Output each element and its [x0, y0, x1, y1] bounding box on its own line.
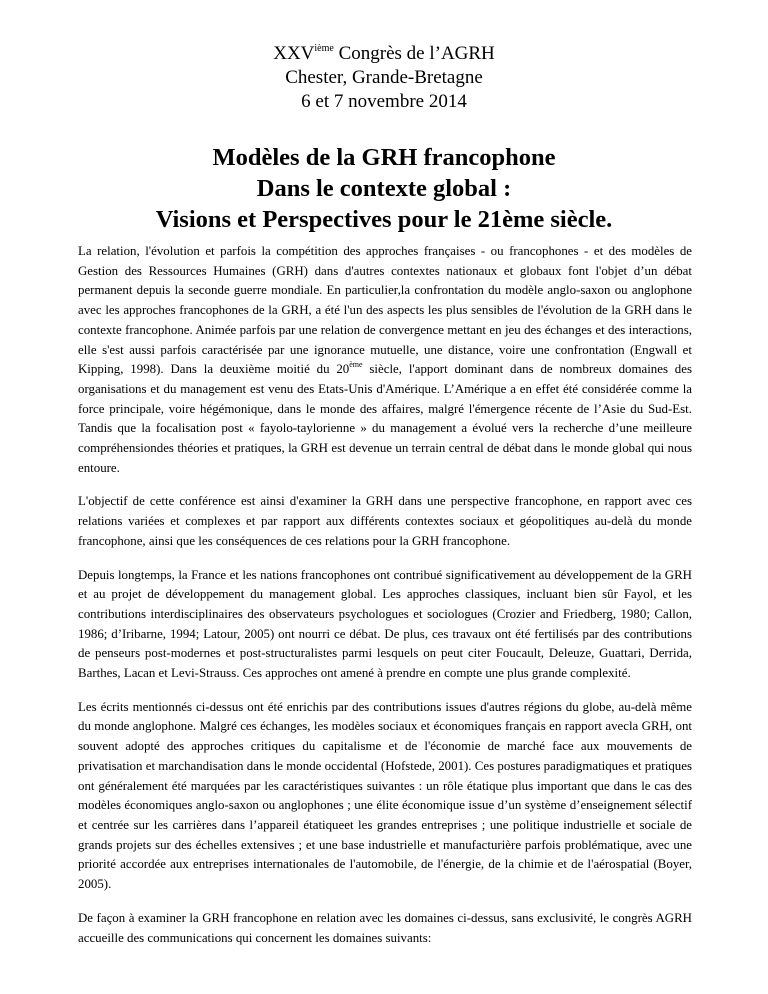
congress-number: XXV [273, 43, 315, 64]
paragraph-1-part-a: La relation, l'évolution et parfois la compétition des approches françaises - ou francophones - et des modèles de Gestion des Ressources Humaines (GRH) dans d'autres contextes nationaux et globaux font l'objet d’un débat permanent depuis la seconde guerre mondiale. En particulier,la confrontation du modèle anglo-saxon ou anglophone avec les approches francophones de la GRH, a été l'un des aspects les plus sensibles de l'évolution de la GRH dans le contexte francophone. Animée parfois par une relation de convergence mettant en jeu des échanges et des interactions, elle s'est aussi parfois caractérisée par une ignorance mutuelle, une distance, voire une confrontation (Engwall et Kipping, 1998). Dans la deuxième moitié du 20 [78, 244, 692, 377]
congress-header [0, 42, 768, 114]
congress-title: Congrès de l’AGRH [333, 43, 495, 64]
paragraph-1-part-b: siècle, l'apport dominant dans de nombreux domaines des organisations et du management est venu des Etats-Unis d'Amérique. L’Amérique a en effet été considérée comme la force principale, voire hégémonique, dans le monde des affaires, malgré l'émergence récente de l’Asie du Sud-Est. Tandis que la focalisation post « fayolo-taylorienne » du management a évolué vers la recherche d’une meilleure compréhensiondes théories et pratiques, la GRH est devenue un terrain central de débat dans le monde global qui nous entoure. [78, 362, 692, 475]
congress-ordinal: ième [314, 43, 334, 54]
century-ordinal: ème [349, 360, 363, 370]
document-title [0, 142, 768, 235]
paragraph-2: L'objectif de cette conférence est ainsi d'examiner la GRH dans une perspective francophone, en rapport avec ces relations variées et complexes et par rapport aux différents contextes sociaux et géopolitiques au-delà du monde francophone, ainsi que les conséquences de ces relations pour la GRH francophone. [78, 494, 692, 548]
paragraph-3: Depuis longtemps, la France et les nations francophones ont contribué significativement au développement de la GRH et au projet de développement du management global. Les approches classiques, incluant bien sûr Fayol, et les contributions interdisciplinaires des observateurs psychologues et sociologues (Crozier and Friedberg, 1980; Callon, 1986; d’Iribarne, 1994; Latour, 2005) ont nourri ce débat. De plus, ces travaux ont été fertilisés par des contributions de penseurs post-modernes et post-structuralistes parmi lesquels on peut citer Foucault, Deleuze, Guattari, Derrida, Barthes, Lacan et Levi-Strauss. Ces approches ont amené à prendre en compte une plus grande complexité. [78, 567, 692, 681]
title-line-3: Visions et Perspectives pour le 21ème siècle. [155, 206, 613, 233]
congress-dates: 6 et 7 novembre 2014 [301, 91, 467, 112]
paragraph-1 [78, 242, 692, 478]
paragraph-4: Les écrits mentionnés ci-dessus ont été enrichis par des contributions issues d'autres régions du globe, au-delà même du monde anglophone. Malgré ces échanges, les modèles sociaux et économiques français en rapport avecla GRH, ont souvent adopté des approches critiques du capitalisme et de l'économie de marché face aux mouvements de privatisation et marchandisation dans le monde occidental (Hofstede, 2001). Ces postures paradigmatiques et pratiques ont généralement été marquées par les caractéristiques suivantes : un rôle étatique plus important que dans le cas des modèles économiques anglo-saxon ou anglophones ; une élite économique issue d’un système d’enseignement sélectif et centrée sur les carrières dans l’appareil étatiqueet les grandes entreprises ; une politique industrielle et sociale de grands projets sur des échelles extensives ; et une base industrielle et manufacturière parfois problématique, avec une priorité accordée aux entreprises internationales de l'automobile, de l'énergie, de la chimie et de l'aérospatial (Boyer, 2005). [78, 699, 692, 892]
title-line-1: Modèles de la GRH francophone [212, 144, 556, 171]
paragraph-5: De façon à examiner la GRH francophone en relation avec les domaines ci-dessus, sans exclusivité, le congrès AGRH accueille des communications qui concernent les domaines suivants: [78, 910, 692, 945]
congress-name [0, 42, 768, 66]
title-line-2: Dans le contexte global : [256, 175, 512, 202]
document-body [78, 242, 692, 962]
congress-location: Chester, Grande-Bretagne [285, 67, 483, 88]
